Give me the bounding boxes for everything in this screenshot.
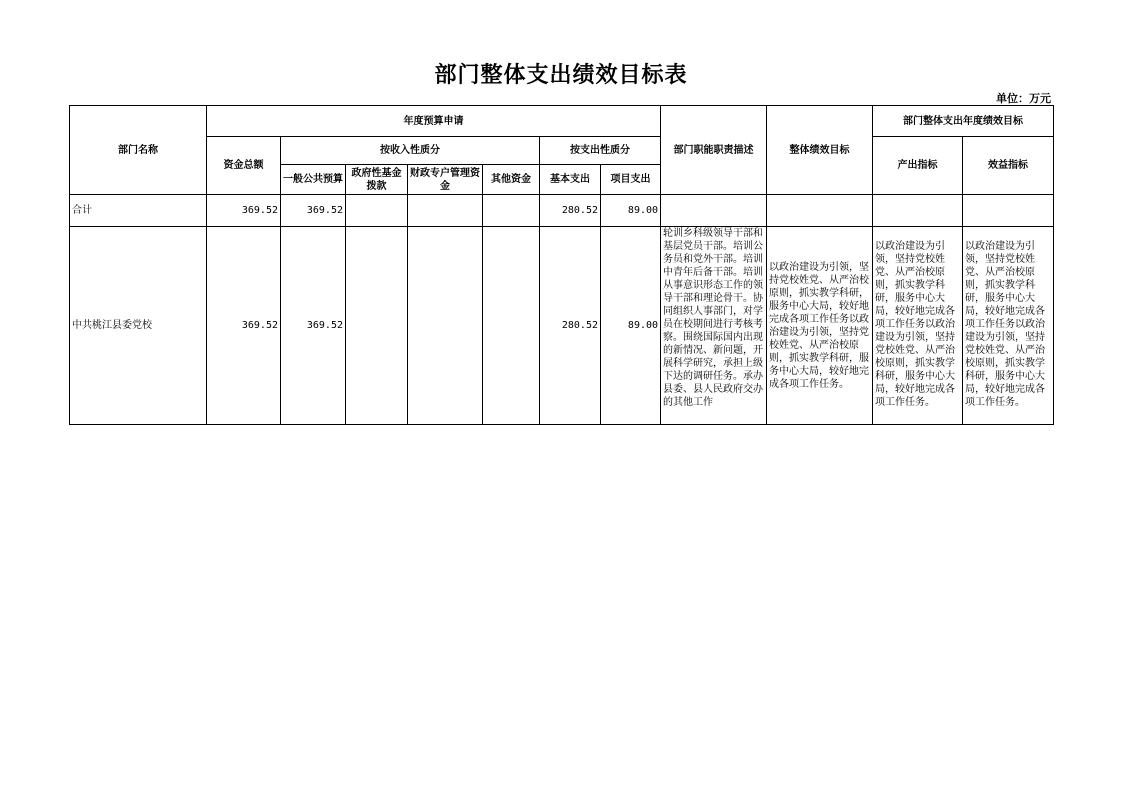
header-duty-desc: 部门职能职责描述: [661, 106, 767, 195]
row-duty: [661, 195, 767, 227]
row-goal: [767, 195, 873, 227]
row-other: [483, 195, 540, 227]
header-row-1: [70, 106, 1054, 137]
row-fiscal-special: [408, 227, 483, 425]
row-project: 89.00: [601, 195, 661, 227]
row-general-public: 369.52: [281, 227, 346, 425]
row-name: 中共桃江县委党校: [70, 227, 207, 425]
header-by-income: 按收入性质分: [281, 137, 540, 165]
row-output: [873, 195, 963, 227]
header-output-indicator: 产出指标: [873, 137, 963, 195]
header-basic-expense: 基本支出: [540, 165, 601, 195]
header-dept-name: 部门名称: [70, 106, 207, 195]
header-row-2: [70, 137, 1054, 165]
header-gov-fund: 政府性基金拨款: [346, 165, 408, 195]
row-total: 369.52: [207, 227, 281, 425]
header-annual-budget: 年度预算申请: [207, 106, 661, 137]
row-goal: 以政治建设为引领，坚持党校姓党、从严治校原则，抓实教学科研，服务中心大局，较好地完成各项工作任务以政治建设为引领，坚持党校姓党、从严治校原则，抓实教学科研，服务中心大局，较好地完成各项工作任务。: [767, 227, 873, 425]
header-total-funds: 资金总额: [207, 137, 281, 195]
row-duty: 轮训乡科级领导干部和基层党员干部。培训公务员和党外干部。培训中青年后备干部。培训从事意识形态工作的领导干部和理论骨干。协同组织人事部门，对学员在校期间进行考核考察。围绕国际国内出现的新情况、新问题，开展科学研究，承担上级下达的调研任务。承办县委、县人民政府交办的其他工作: [661, 227, 767, 425]
header-by-expense: 按支出性质分: [540, 137, 661, 165]
row-output: 以政治建设为引领，坚持党校姓党、从严治校原则，抓实教学科研，服务中心大局，较好地完成各项工作任务以政治建设为引领，坚持党校姓党、从严治校原则，抓实教学科研，服务中心大局，较好地完成各项工作任务。: [873, 227, 963, 425]
table-row: [70, 195, 1054, 227]
row-fiscal-special: [408, 195, 483, 227]
row-total: 369.52: [207, 195, 281, 227]
row-benefit: [963, 195, 1054, 227]
row-other: [483, 227, 540, 425]
header-overall-goal: 整体绩效目标: [767, 106, 873, 195]
header-benefit-indicator: 效益指标: [963, 137, 1054, 195]
header-project-expense: 项目支出: [601, 165, 661, 195]
row-benefit: 以政治建设为引领，坚持党校姓党、从严治校原则，抓实教学科研，服务中心大局，较好地完成各项工作任务以政治建设为引领，坚持党校姓党、从严治校原则，抓实教学科研，服务中心大局，较好地完成各项工作任务。: [963, 227, 1054, 425]
row-basic: 280.52: [540, 227, 601, 425]
row-basic: 280.52: [540, 195, 601, 227]
row-gov-fund: [346, 227, 408, 425]
page-title: 部门整体支出绩效目标表: [434, 63, 688, 88]
unit-label: 单位：万元: [996, 92, 1051, 105]
header-general-public: 一般公共预算: [281, 165, 346, 195]
row-general-public: 369.52: [281, 195, 346, 227]
row-gov-fund: [346, 195, 408, 227]
row-name: 合计: [70, 195, 207, 227]
performance-table: [69, 105, 1054, 425]
row-project: 89.00: [601, 227, 661, 425]
header-fiscal-special: 财政专户管理资金: [408, 165, 483, 195]
header-other-funds: 其他资金: [483, 165, 540, 195]
table-row: [70, 227, 1054, 425]
header-annual-perf-goal: 部门整体支出年度绩效目标: [873, 106, 1054, 137]
